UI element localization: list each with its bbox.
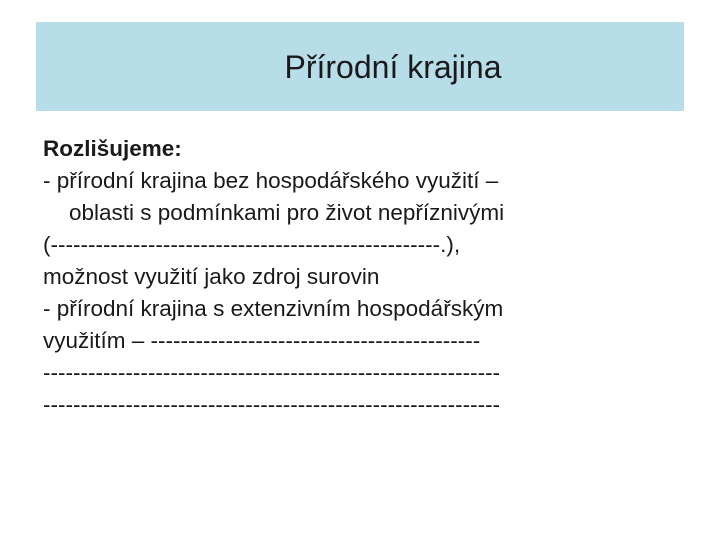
- body-line-8: -------------------------------------------------------------: [43, 392, 501, 417]
- body-line-3: (----------------------------------------------------.),: [43, 232, 461, 257]
- body-line-2: oblasti s podmínkami pro život nepříznivými: [69, 200, 505, 225]
- slide-body: [43, 133, 683, 421]
- slide-title: Přírodní krajina: [284, 48, 502, 85]
- body-line-1: - přírodní krajina bez hospodářského využití –: [43, 168, 499, 193]
- body-heading: Rozlišujeme:: [43, 136, 182, 161]
- title-banner: [36, 22, 684, 111]
- body-line-5: - přírodní krajina s extenzivním hospodářským: [43, 296, 504, 321]
- body-line-6: využitím – --------------------------------------------: [43, 328, 481, 353]
- body-line-4: možnost využití jako zdroj surovin: [43, 264, 380, 289]
- body-line-7: -------------------------------------------------------------: [43, 360, 501, 385]
